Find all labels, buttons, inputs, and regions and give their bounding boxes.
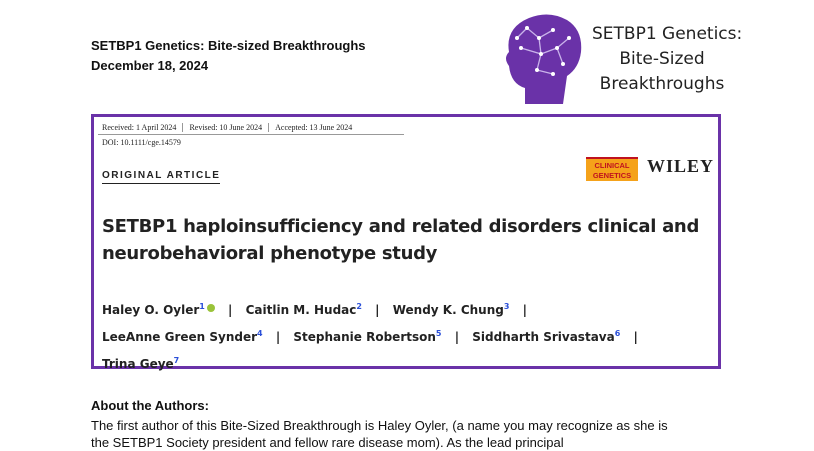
page-date: December 18, 2024 xyxy=(91,58,209,73)
received-date: Received: 1 April 2024 xyxy=(100,123,183,132)
author-line-2 xyxy=(102,322,702,349)
publisher-logo: WILEY xyxy=(647,156,715,176)
author-line-3 xyxy=(102,349,702,376)
orcid-icon[interactable] xyxy=(207,304,215,312)
author-separator: | xyxy=(454,330,460,344)
journal-logo-line-2: GENETICS xyxy=(592,171,632,180)
author-separator: | xyxy=(228,303,233,317)
accepted-date: Accepted: 13 June 2024 xyxy=(275,123,353,132)
author-name: Haley O. Oyler xyxy=(102,303,200,317)
author-affiliation: 2 xyxy=(356,302,362,311)
brand-logo xyxy=(497,8,743,108)
author-name: Wendy K. Chung xyxy=(392,303,504,317)
article-dates xyxy=(100,123,358,132)
author-affiliation: 3 xyxy=(503,302,510,311)
revised-date: Revised: 10 June 2024 xyxy=(183,123,269,132)
article-header-card xyxy=(91,114,721,369)
author-separator: | xyxy=(275,330,281,344)
about-paragraph: The first author of this Bite-Sized Breakthrough is Haley Oyler, (a name you may recognize as she is the SETBP1 Society president and fellow rare disease mom). As the lead principal xyxy=(91,418,668,450)
author-separator: | xyxy=(633,330,638,344)
author-line-1 xyxy=(102,295,702,322)
page-title: SETBP1 Genetics: Bite-sized Breakthroughs xyxy=(91,38,366,53)
author-name: Stephanie Robertson xyxy=(293,330,436,344)
about-heading: About the Authors: xyxy=(91,398,209,413)
article-title: SETBP1 haploinsufficiency and related disorders clinical and neurobehavioral phenotype study xyxy=(102,216,700,264)
author-affiliation: 4 xyxy=(257,329,263,338)
logo-line-1: SETBP1 Genetics: xyxy=(592,24,743,44)
clinical-genetics-logo xyxy=(586,157,638,181)
journal-logo-line-1: CLINICAL xyxy=(594,161,630,170)
brain-head-icon xyxy=(497,8,587,108)
author-affiliation: 1 xyxy=(199,302,205,311)
author-name: Siddharth Srivastava xyxy=(472,330,615,344)
author-separator: | xyxy=(375,303,380,317)
author-separator: | xyxy=(522,303,528,317)
author-affiliation: 5 xyxy=(435,329,442,338)
logo-line-2: Bite-Sized xyxy=(619,49,705,69)
author-affiliation: 7 xyxy=(173,356,180,365)
author-name: Caitlin M. Hudac xyxy=(245,303,357,317)
author-name: Trina Geye xyxy=(102,357,174,371)
author-list xyxy=(102,295,702,376)
logo-line-3: Breakthroughs xyxy=(599,74,725,94)
author-name: LeeAnne Green Synder xyxy=(102,330,258,344)
author-affiliation: 6 xyxy=(614,329,621,338)
article-section-label: ORIGINAL ARTICLE xyxy=(102,170,220,184)
article-doi: DOI: 10.1111/cge.14579 xyxy=(102,138,181,147)
